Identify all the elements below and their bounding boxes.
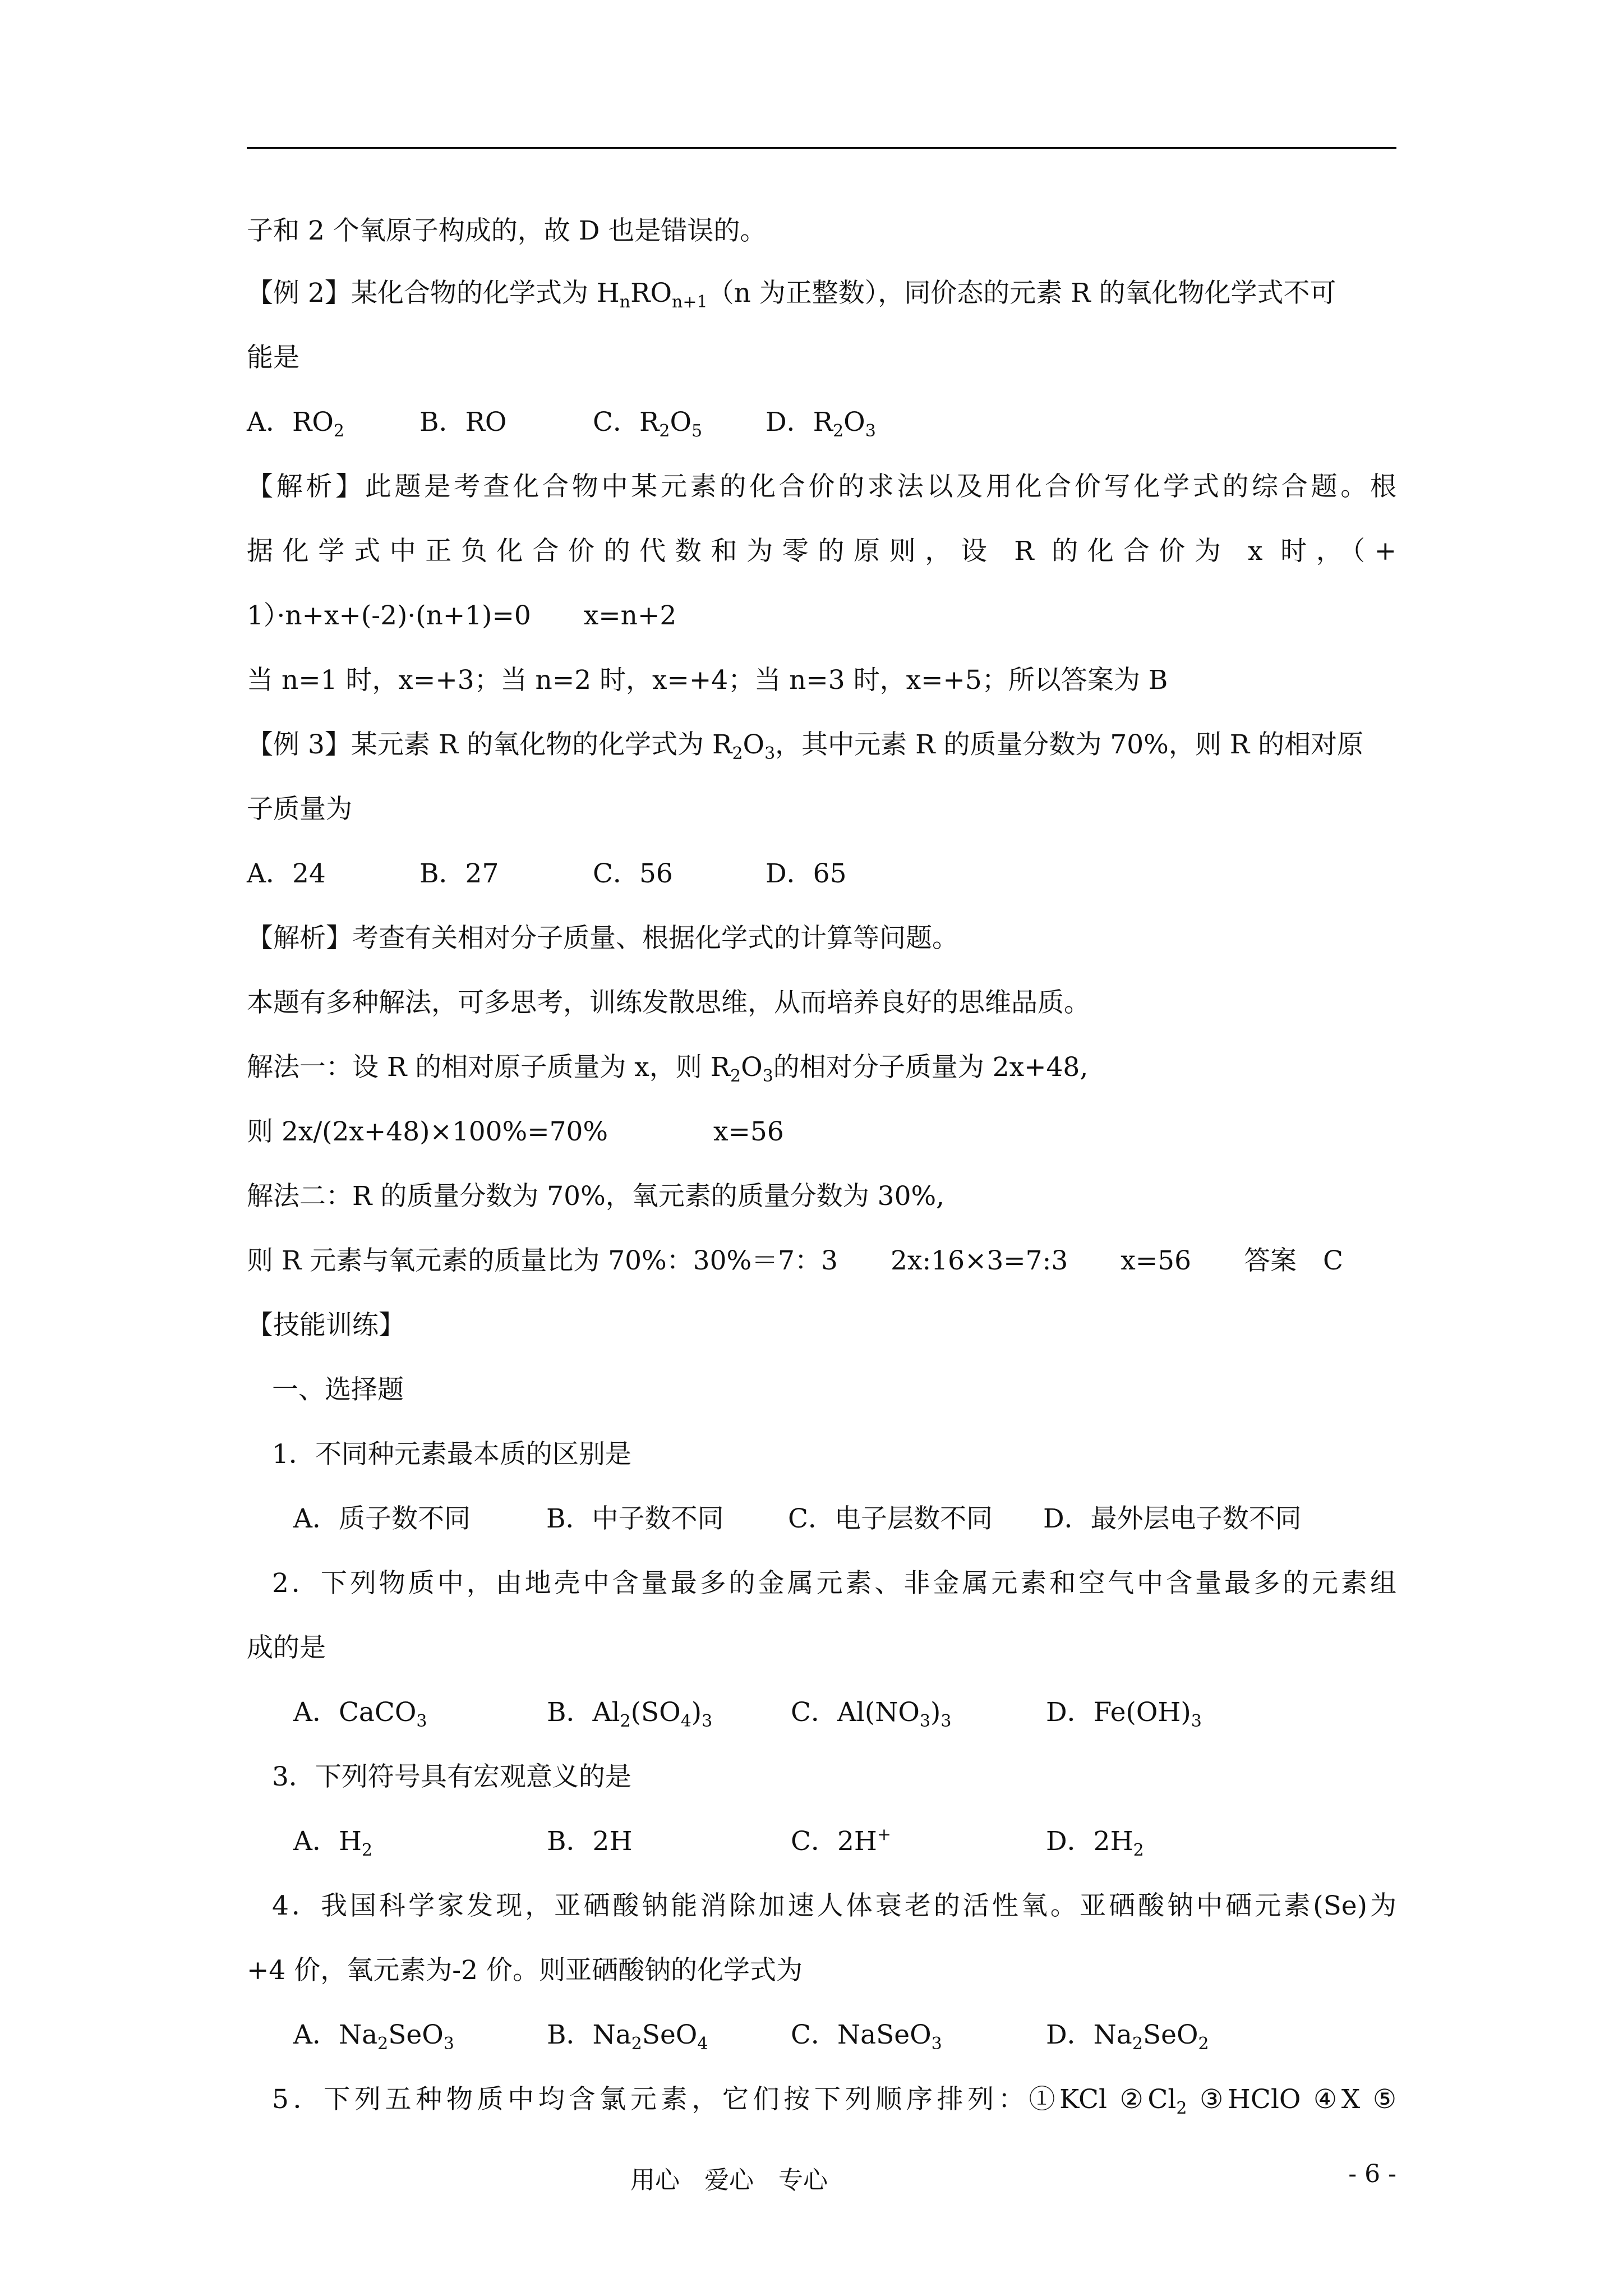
example-2-analysis-line-3: 1）·n+x+(-2)·(n+1)=0 x=n+2 xyxy=(247,600,677,631)
example-2-options xyxy=(247,406,1396,439)
example-3-method-2-line-1: 解法二：R 的质量分数为 70%，氧元素的质量分数为 30%, xyxy=(247,1181,945,1212)
option-b: B．$Na_2SeO_4$ xyxy=(547,2019,708,2054)
example-3-note: 本题有多种解法，可多思考，训练发散思维，从而培养良好的思维品质。 xyxy=(247,987,1090,1018)
example-3-method-1-line-2: 则 2x/(2x+48)×100%=70% x=56 xyxy=(247,1116,784,1147)
paragraph-continuation: 子和 2 个氧原子构成的，故 D 也是错误的。 xyxy=(247,215,767,246)
option-a: A．质子数不同 xyxy=(293,1503,471,1534)
option-d: D．65 xyxy=(766,858,847,889)
option-c: C．56 xyxy=(593,858,673,889)
question-1-options xyxy=(247,1502,1396,1536)
example-2-stem-line-1: 【例 2】某化合物的化学式为 $H_nRO_{n+1}(n$ 为正整数），同价态的元素 R 的氧化物化学式不可 xyxy=(247,278,1336,312)
section-heading: 一、选择题 xyxy=(272,1374,404,1405)
example-2-analysis-line-1: 【解析】此题是考查化合物中某元素的化合价的求法以及用化合价写化学式的综合题。根 xyxy=(247,471,1396,502)
option-a: A．$Na_2SeO_3$ xyxy=(293,2019,454,2054)
option-d: D．最外层电子数不同 xyxy=(1043,1503,1302,1534)
example-3-stem-line-1: 【例 3】某元素 R 的氧化物的化学式为 $R_2O_3$，其中元素 R 的质量分数为 70%，则 R 的相对原 xyxy=(247,729,1364,763)
example-3-stem-line-2: 子质量为 xyxy=(247,794,352,825)
option-d: D．$Fe(OH)_3$ xyxy=(1046,1697,1202,1731)
question-3-stem: 3．下列符号具有宏观意义的是 xyxy=(272,1761,631,1792)
option-a: A．$RO_2$ xyxy=(247,407,344,441)
question-1-stem: 1．不同种元素最本质的区别是 xyxy=(272,1439,631,1470)
question-4-stem-line-2: +4 价，氧元素为-2 价。则亚硒酸钠的化学式为 xyxy=(247,1955,803,1986)
page-number: - 6 - xyxy=(1348,2160,1396,2188)
option-a: A．24 xyxy=(247,858,326,889)
option-d: D．$Na_2SeO_2$ xyxy=(1046,2019,1209,2054)
training-heading: 【技能训练】 xyxy=(247,1310,405,1341)
question-4-stem-line-1: 4．我国科学家发现，亚硒酸钠能消除加速人体衰老的活性氧。亚硒酸钠中硒元素(Se)为 xyxy=(272,1890,1396,1921)
question-5-stem: 5．下列五种物质中均含氯元素，它们按下列顺序排列：①KCl $②Cl_2$ ③HClO ④X ⑤ xyxy=(272,2084,1396,2118)
option-b: B．2H xyxy=(547,1826,633,1857)
option-c: C．电子层数不同 xyxy=(788,1503,993,1534)
question-2-stem-line-2: 成的是 xyxy=(247,1632,326,1663)
option-b: B．中子数不同 xyxy=(546,1503,724,1534)
example-3-analysis: 【解析】考查有关相对分子质量、根据化学式的计算等问题。 xyxy=(247,923,958,954)
example-3-method-1-line-1: 解法一：设 R 的相对原子质量为 x，则 $R_2O_3$的相对分子质量为 2x+48, xyxy=(247,1052,1089,1086)
option-a: A．CaCO$_3$ xyxy=(293,1697,427,1731)
option-b: B．RO xyxy=(419,407,507,438)
example-3-method-2-line-2: 则 R 元素与氧元素的质量比为 70%：30%＝7：3 2x:16×3=7:3 x=56 答案 C xyxy=(247,1245,1343,1276)
header-rule xyxy=(247,147,1396,149)
option-b: B．27 xyxy=(419,858,499,889)
option-c: C．2H+ xyxy=(791,1825,891,1857)
question-2-stem-line-1: 2．下列物质中，由地壳中含量最多的金属元素、非金属元素和空气中含量最多的元素组 xyxy=(272,1568,1396,1599)
option-c: C．NaSeO$_3$ xyxy=(791,2019,942,2054)
option-a: A．$H_2$ xyxy=(293,1826,373,1860)
option-c: C．$Al(NO_3)_3$ xyxy=(791,1697,952,1731)
question-4-options xyxy=(247,2018,1396,2052)
option-c: C．$R_2O_5$ xyxy=(593,407,703,441)
option-d: D．$R_2O_3$ xyxy=(766,407,876,441)
option-d: D．$2H_2$ xyxy=(1046,1826,1144,1860)
option-b: B．$Al_2(SO_4)_3$ xyxy=(547,1697,713,1731)
footer-motto: 用心 爱心 专心 xyxy=(630,2166,828,2194)
example-2-analysis-line-4: 当 n=1 时，x=+3；当 n=2 时，x=+4；当 n=3 时，x=+5；所以答案为 B xyxy=(247,665,1168,696)
example-2-analysis-line-2: 据化学式中正负化合价的代数和为零的原则，设 R 的化合价为 x 时，（+ xyxy=(247,536,1396,567)
example-3-options xyxy=(247,857,1396,891)
example-2-stem-line-2: 能是 xyxy=(247,342,299,373)
question-2-options xyxy=(247,1696,1396,1729)
question-3-options xyxy=(247,1825,1396,1858)
